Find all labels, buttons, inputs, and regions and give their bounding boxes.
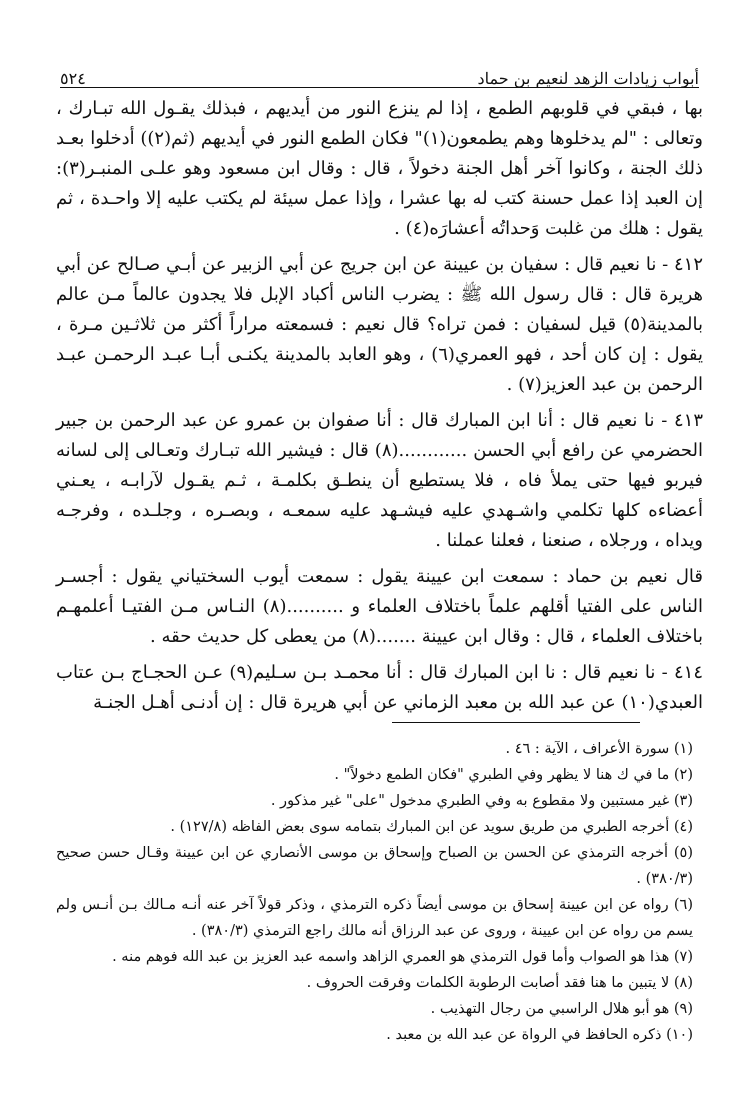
- footnote-5: (٥) أخرجه الترمذي عن الحسن بن الصباح وإسحاق بن موسى الأنصاري عن ابن عيينة وقـال حسن صحيح (٣٨٠/٣) .: [56, 845, 693, 887]
- footnote-9: (٩) هو أبو هلال الراسبي من رجال التهذيب .: [430, 1001, 693, 1017]
- footnote-6: (٦) رواه عن ابن عيينة إسحاق بن موسى أيضاً ذكره الترمذي ، وذكر قولاً آخر عنه أنـه مـالك بـن أنـس ولم يسم من رواه عن ابن عيينة ، وروى عن عبد الرزاق أنه مالك راجع الترمذي (٣٨٠/٣) .: [56, 897, 693, 939]
- narration-naim: قال نعيم بن حماد : سمعت ابن عيينة يقول : سمعت أيوب السختياني يقول : أجسـر الناس على الفتيا أقلهم علماً باختلاف العلماء و ..........(٨) النـاس مـن الفتيـا أعلمهـم باختلاف العلماء ، قال : وقال ابن عيينة .......(٨) من يعطى كل حديث حقه .: [56, 566, 703, 647]
- footnotes: [56, 736, 693, 1048]
- hadith-413: ٤١٣ - نا نعيم قال : أنا ابن المبارك قال : أنا صفوان بن عمرو عن عبد الرحمن بن جبير الحضرمي عن رافع أبي الحسن ............(٨) قال : فيشير الله تبـارك وتعـالى إلى لسانه فيربو فيها حتى يملأ فاه ، فلا يستطيع أن ينطـق بكلمـة ، ثـم يقـول لآرابـه ، يعـني أعضاءه كلها تكلمي واشـهدي عليه فيشـهد عليه سمعـه ، وبصـره ، وجلـده ، وفرجـه ويداه ، ورجلاه ، صنعنا ، فعلنا عملنا .: [56, 410, 703, 551]
- hadith-412: ٤١٢ - نا نعيم قال : سفيان بن عيينة عن ابن جريج عن أبي الزبير عن أبـي صـالح عن أبي هريرة قال : قال رسول الله ﷺ : يضرب الناس أكباد الإبل فلا يجدون عالماً مـن عالم بالمدينة(٥) قيل لسفيان : فمن تراه؟ قال نعيم : فسمعته مراراً أكثر من ثلاثـين مـرة ، يقول : إن كان أحد ، فهو العمري(٦) ، وهو العابد بالمدينة يكنـى أبـا عبـد الرحمـن عبـد الرحمن بن عبد العزيز(٧) .: [56, 254, 703, 395]
- paragraph-continuation: بها ، فبقي في قلوبهم الطمع ، إذا لم ينزع النور من أيديهم ، فبذلك يقـول الله تبـارك ، وتعالى : "لم يدخلوها وهم يطمعون(١)" فكان الطمع النور في أيديهم (ثم(٢)) أدخلوا بعـد ذلك الجنة ، وكانوا آخر أهل الجنة دخولاً ، قال : وقال ابن مسعود وهو علـى المنبـر(٣): إن العبد إذا عمل حسنة كتب له بها عشرا ، وإذا عمل سيئة لم يكتب عليه إلا واحـدة ، ثم يقول : هلك من غلبت وَحداتُه أعشارَه(٤) .: [56, 98, 703, 239]
- footnote-2: (٢) ما في ك هنا لا يظهر وفي الطبري "فكان الطمع دخولاً" .: [334, 767, 693, 783]
- hadith-414: ٤١٤ - نا نعيم قال : نا ابن المبارك قال : أنا محمـد بـن سـليم(٩) عـن الحجـاج بـن عتاب العبدي(١٠) عن عبد الله بن معبد الزماني عن أبي هريرة قال : إن أدنـى أهـل الجنـة: [56, 662, 703, 713]
- footnote-divider: [392, 722, 640, 723]
- footnote-8: (٨) لا يتبين ما هنا فقد أصابت الرطوبة الكلمات وفرقت الحروف .: [306, 975, 693, 991]
- header-divider: [60, 87, 699, 88]
- footnote-4: (٤) أخرجه الطبري من طريق سويد عن ابن المبارك بتمامه سوى بعض الفاظه (١٢٧/٨) .: [170, 819, 693, 835]
- running-title: أبواب زيادات الزهد لنعيم بن حماد: [477, 69, 699, 88]
- running-header: [60, 58, 699, 88]
- footnote-3: (٣) غير مستبين ولا مقطوع به وفي الطبري مدخول "على" غير مذكور .: [270, 793, 693, 809]
- footnote-10: (١٠) ذكره الحافظ في الرواة عن عبد الله بن معبد .: [386, 1027, 693, 1043]
- page-number: ٥٢٤: [60, 69, 86, 88]
- main-text: [56, 94, 703, 718]
- footnote-7: (٧) هذا هو الصواب وأما قول الترمذي هو العمري الزاهد واسمه عبد العزيز بن عبد الله فوهم منه .: [112, 949, 693, 965]
- footnote-1: (١) سورة الأعراف ، الآية : ٤٦ .: [505, 741, 693, 757]
